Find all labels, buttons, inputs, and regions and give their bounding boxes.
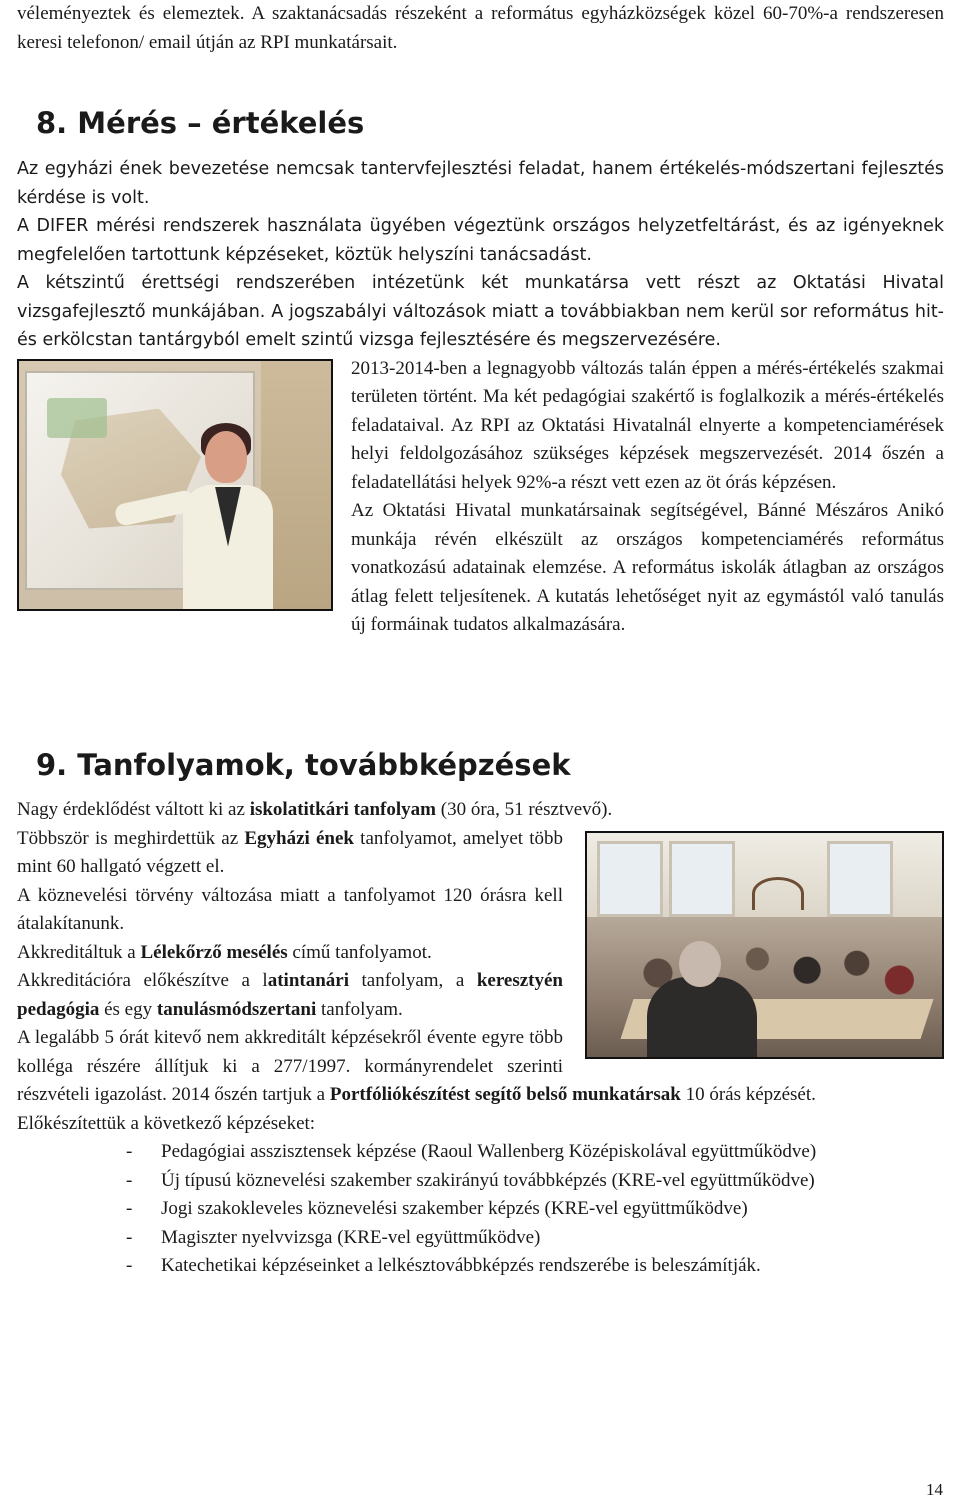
section-8-paragraph-3: A kétszintű érettségi rendszerében intézetünk két munkatársa vett részt az Oktatási Hivatal vizsgafejlesztő munkájában. A jogszabályi változások miatt a továbbiakban nem kerül sor református hit- és erkölcstan tantárgyból emelt szintű vizsga fejlesztésére és megszervezésére. xyxy=(17,273,944,350)
section-8-body xyxy=(17,155,944,640)
training-list xyxy=(17,1138,944,1281)
list-item: - Katechetikai képzéseinket a lelkésztovábbképzés rendszerébe is beleszámítják. xyxy=(126,1255,761,1276)
section-8-heading: 8. Mérés – értékelés xyxy=(36,106,365,140)
section-9-paragraph-7: Előkészítettük a következő képzéseket: xyxy=(17,1112,316,1134)
section-9-paragraph-3: A köznevelési törvény változása miatt a tanfolyamot 120 órásra kell átalakítanunk. xyxy=(17,884,563,934)
section-9-paragraph-1: Nagy érdeklődést váltott ki az iskolatitkári tanfolyam (30 óra, 51 résztvevő). xyxy=(17,799,613,820)
section-9-paragraph-2: Többször is meghirdettük az Egyházi ének tanfolyamot, amelyet több mint 60 hallgató végzett el. xyxy=(17,827,564,877)
page-number: 14 xyxy=(926,1480,943,1499)
presenter-photo xyxy=(17,359,333,611)
section-8-paragraph-4: 2013-2014-ben a legnagyobb változás talán éppen a mérés-értékelés szakmai területen történt. Ma két pedagógiai szakértő is foglalkozik a mérés-értékelés feladataival. Az RPI az Oktatási Hivatalnál elnyerte a kompetenciamérések helyi feldolgozásához szükséges képzések megszervezését. 2014 őszén a feladatellátási helyek 92%-a részt vett ezen az öt órás képzésen. xyxy=(351,357,944,493)
section-8-paragraph-2: A DIFER mérési rendszerek használata ügyében végeztünk országos helyzetfeltárást, és az igényeknek megfelelően tartottunk képzéseket, köztük helyszíni tanácsadást. xyxy=(17,216,944,265)
section-9-paragraph-4: Akkreditáltuk a Lélekőrző mesélés című tanfolyamot. xyxy=(17,941,432,963)
intro-paragraph: véleményeztek és elemeztek. A szaktanácsadás részeként a református egyházközségek közel 60-70%-a rendszeresen keresi telefonon/ email útján az RPI munkatársait. xyxy=(17,3,944,53)
section-9-body xyxy=(17,796,944,1281)
section-9-paragraph-5: Akkreditációra előkészítve a latintanári tanfolyam, a keresztyén pedagógia és egy tanulásmódszertani tanfolyam. xyxy=(17,970,563,1020)
section-8-paragraph-5: Az Oktatási Hivatal munkatársainak segítségével, Bánné Mészáros Anikó munkája révén elkészült az országos kompetenciamérés református vonatkozású adatainak elemzése. A református iskolák átlagban az országos átlag felett teljesítenek. A kutatás lehetőséget nyit az egymástól való tanulás új formáinak tudatos alkalmazására. xyxy=(351,500,944,635)
list-item: - Új típusú köznevelési szakember szakirányú továbbképzés (KRE-vel együttműködve) xyxy=(126,1169,815,1191)
section-8-paragraph-1: Az egyházi ének bevezetése nemcsak tantervfejlesztési feladat, hanem értékelés-módszertani fejlesztés kérdése is volt. xyxy=(17,159,944,208)
section-9-paragraph-6: A legalább 5 órát kitevő nem akkreditált képzésekről évente egyre több kolléga részére állítjuk ki a 277/1997. kormányrendelet szerinti részvételi igazolást. 2014 őszén tartjuk a Portfóliókészítést segítő belső munkatársak 10 órás képzését. xyxy=(17,1027,816,1105)
section-9-heading: 9. Tanfolyamok, továbbképzések xyxy=(36,748,571,782)
list-item: - Jogi szakokleveles köznevelési szakember képzés (KRE-vel együttműködve) xyxy=(126,1198,748,1219)
list-item: - Magiszter nyelvvizsga (KRE-vel együttműködve) xyxy=(126,1226,541,1248)
classroom-photo xyxy=(585,831,944,1059)
list-item: - Pedagógiai asszisztensek képzése (Raoul Wallenberg Középiskolával együttműködve) xyxy=(126,1141,817,1162)
